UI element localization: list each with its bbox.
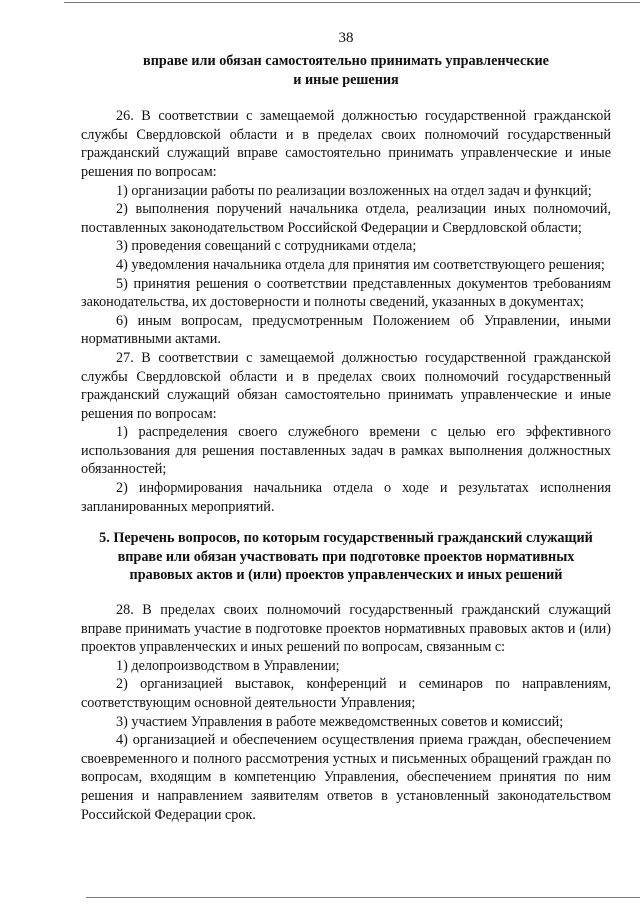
- list-item: 3) проведения совещаний с сотрудниками отдела;: [116, 238, 417, 255]
- section-heading-top: [81, 52, 611, 89]
- list-item: 2) информирования начальника отдела о ходе и результатах исполнения запланированных мероприятий.: [81, 480, 611, 515]
- section-5-heading: [81, 529, 611, 585]
- list-item: 6) иным вопросам, предусмотренным Положением об Управлении, иными нормативными актами.: [81, 312, 611, 348]
- paragraph-27: 27. В соответствии с замещаемой должностью государственной гражданской службы Свердловской области и в пределах своих полномочий государственный гражданский служащий обязан самостоятельно принимать управленческие и иные решения по вопросам:: [81, 349, 611, 422]
- list-item: 2) выполнения поручений начальника отдела, реализации иных полномочий, поставленных законодательством Российской Федерации и Свердловской области;: [81, 201, 611, 236]
- bottom-edge-line: [86, 897, 640, 898]
- list-item: 4) организацией и обеспечением осуществления приема граждан, обеспечением своевременного и полного рассмотрения устных и письменных обращений граждан по вопросам, входящим в компетенцию Управления, обеспечением принятия по ним решения и направлением заявителям ответов в установленный законодательством Российской Федерации срок.: [81, 732, 611, 823]
- paragraph-28: 28. В пределах своих полномочий государственный гражданский служащий вправе принимать участие в подготовке проектов нормативных правовых актов и (или) проектов управленческих и иных решений по вопросам, связанным с:: [81, 602, 611, 656]
- heading-line: 5. Перечень вопросов, по которым государственный гражданский служащий: [99, 530, 593, 547]
- list-item: 3) участием Управления в работе межведомственных советов и комиссий;: [116, 713, 564, 730]
- list-item: 1) организации работы по реализации возложенных на отдел задач и функций;: [116, 182, 592, 199]
- heading-line: и иные решения: [293, 71, 399, 88]
- list-item: 4) уведомления начальника отдела для принятия им соответствующего решения;: [116, 256, 605, 273]
- heading-line: вправе или обязан самостоятельно принимать управленческие: [143, 53, 549, 69]
- heading-line: вправе или обязан участвовать при подготовке проектов нормативных: [117, 548, 575, 565]
- heading-line: правовых актов и (или) проектов управленческих и иных решений: [129, 567, 563, 584]
- top-edge-line: [64, 2, 640, 3]
- page-number: 38: [338, 30, 354, 46]
- list-item: 2) организацией выставок, конференций и семинаров по направлениям, соответствующим основной деятельности Управления;: [81, 676, 611, 711]
- list-item: 1) делопроизводством в Управлении;: [116, 657, 340, 674]
- page-content: [81, 29, 611, 824]
- paragraph-26: 26. В соответствии с замещаемой должностью государственной гражданской службы Свердловской области и в пределах своих полномочий государственный гражданский служащий вправе самостоятельно принимать управленческие и иные решения по вопросам:: [81, 108, 611, 180]
- list-item: 5) принятия решения о соответствии представленных документов требованиям законодательства, их достоверности и полноты сведений, указанных в документах;: [81, 275, 611, 311]
- list-item: 1) распределения своего служебного времени с целью его эффективного использования для решения поставленных задач в рамках выполнения должностных обязанностей;: [81, 424, 611, 478]
